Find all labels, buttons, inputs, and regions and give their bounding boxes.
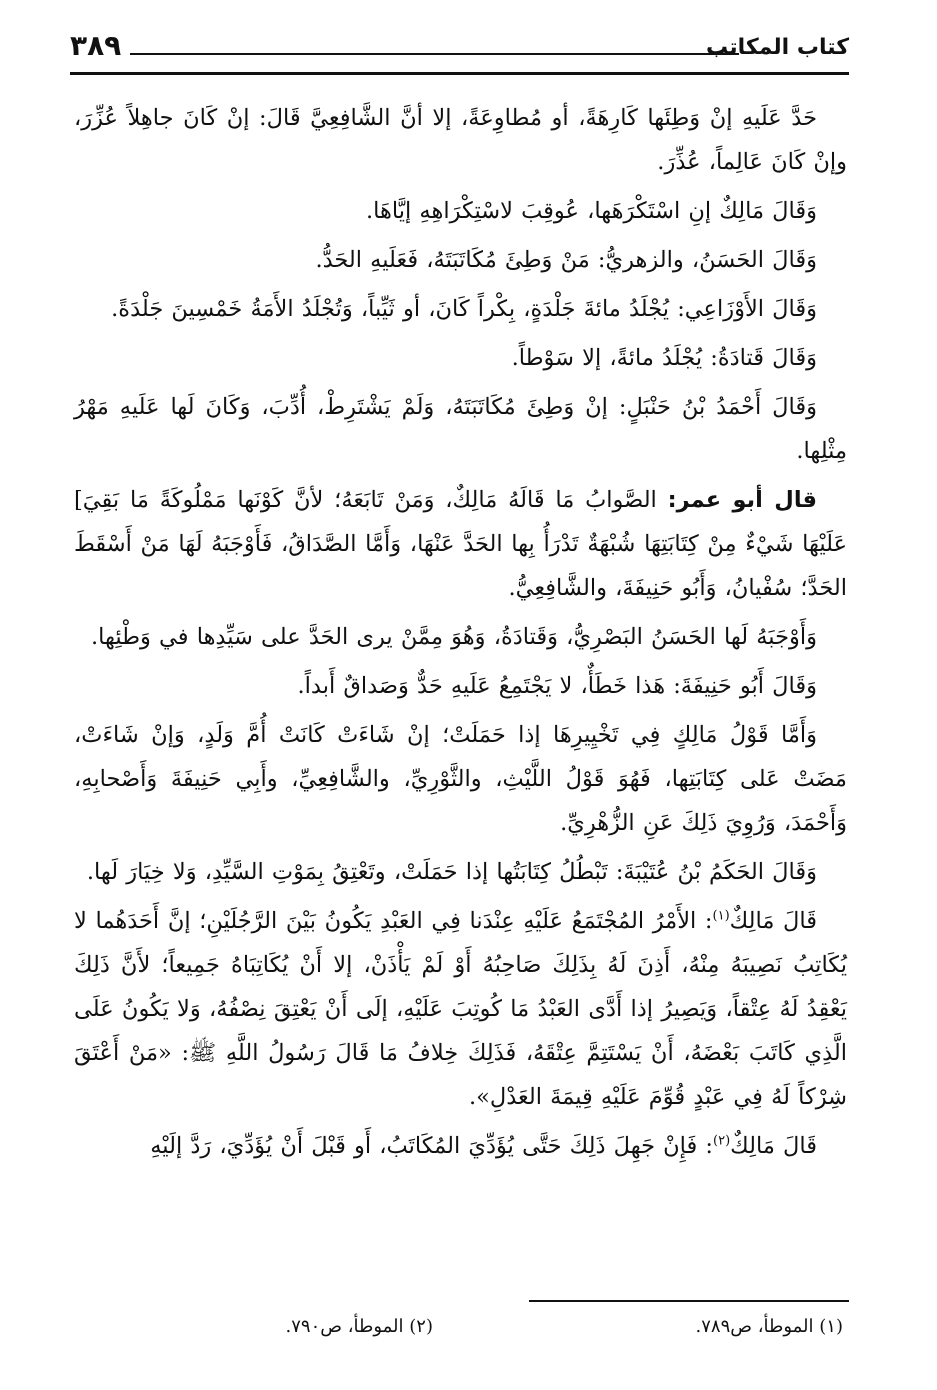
header-rule — [130, 53, 739, 55]
footnote-marker: (٢) — [713, 1133, 731, 1149]
paragraph — [74, 478, 847, 610]
running-title: كتاب المكاتب — [706, 35, 849, 60]
page-header — [70, 28, 849, 75]
paragraph-text: وَقَالَ قَتادَةُ: يُجْلَدُ مائةً، إلا سَوْطاً. — [511, 345, 817, 371]
paragraph-lead: قال أبو عمر: — [667, 487, 817, 513]
paragraph — [74, 1124, 847, 1168]
paragraph-text: : فَإِنْ جَهِلَ ذَلِكَ حَتَّى يُؤَدِّيَ المُكَاتَبُ، أَو قَبْلَ أَنْ يُؤَدِّيَ، رَدَّ إلَيْهِ — [150, 1133, 714, 1159]
paragraph-text: وَقَالَ مَالِكٌ إنِ اسْتَكْرَهَها، عُوقِبَ لاسْتِكْرَاهِهِ إيَّاهَا. — [366, 198, 817, 224]
paragraph — [74, 664, 847, 708]
paragraph-lead: قَالَ مَالِكٌ — [729, 908, 818, 934]
paragraph-text: وَقَالَ الحَكَمُ بْنُ عُتَيْبَةَ: تَبْطُلُ كِتَابَتُها إذا حَمَلَتْ، وتَعْتِقُ بِمَوْتِ السَّيِّدِ، وَلا خِيَارَ لَها. — [86, 859, 817, 885]
paragraph-text: : الأَمْرُ المُجْتَمَعُ عَلَيْهِ عِنْدَنا فِي العَبْدِ يَكُونُ بَيْنَ الرَّجُلَيْنِ؛ إنَّ أَحَدَهُما لا يُكَاتِبُ نَصِيبَهُ مِنْهُ، أَذِنَ لَهُ بِذَلِكَ صَاحِبُهُ أَوْ لَمْ يَأْذَنْ، إلا أَنْ يُكَاتِبَاهُ جَمِيعاً؛ لأَنَّ ذَلِكَ يَعْقِدُ لَهُ عِتْقاً، وَيَصِيرُ إذا أَدَّى العَبْدُ مَا كُوتِبَ عَلَيْهِ، إلَى أَنْ يَعْتِقَ نِصْفُهُ، وَلا يَكُونُ عَلَى الَّذِي كَاتَبَ بَعْضَهُ، أَنْ يَسْتَتِمَّ عِتْقَهُ، فَذَلِكَ خِلافُ مَا قَالَ رَسُولُ اللَّهِ ﷺ: «مَنْ أَعْتَقَ شِرْكاً لَهُ فِي عَبْدٍ قُوِّمَ عَلَيْهِ قِيمَةَ العَدْلِ». — [74, 908, 847, 1110]
footnotes — [74, 1312, 843, 1342]
footnote: (١) الموطأ، ص٧٨٩. — [695, 1316, 843, 1337]
paragraph — [74, 615, 847, 659]
paragraph — [74, 189, 847, 233]
paragraph-text: وَقَالَ الأَوْزَاعِي: يُجْلَدُ مائةَ جَلْدَةٍ، بِكْراً كَانَ، أو ثَيِّباً، وَتُجْلَدُ الأَمَةُ خَمْسِينَ جَلْدَةً. — [111, 296, 817, 322]
paragraph — [74, 336, 847, 380]
paragraph-text: وَقَالَ الحَسَنُ، والزهريُّ: مَنْ وَطِئَ مُكَاتَبَتَهُ، فَعَلَيهِ الحَدُّ. — [315, 247, 817, 273]
paragraph — [74, 385, 847, 473]
paragraph — [74, 238, 847, 282]
paragraph-text: وَأَوْجَبَهُ لَها الحَسَنُ البَصْرِيُّ، وَقَتادَةُ، وَهُوَ مِمَّنْ يرى الحَدَّ على سَيِّدِها في وَطْئِها. — [90, 624, 817, 650]
paragraph-text: حَدَّ عَلَيهِ إنْ وَطِئَها كَارِهَةً، أو مُطاوِعَةً، إلا أنَّ الشَّافِعِيَّ قَالَ: إنْ كَانَ جاهِلاً عُزِّرَ، وإنْ كَانَ عَالِماً، عُذِّرَ. — [74, 105, 847, 175]
paragraph-text: وَقَالَ أَبُو حَنِيفَةَ: هَذا خَطَأٌ، لا يَجْتَمِعُ عَلَيهِ حَدٌّ وَصَداقٌ أَبداً. — [297, 673, 817, 699]
paragraph-text: وَقَالَ أَحْمَدُ بْنُ حَنْبَلٍ: إنْ وَطِئَ مُكَاتَبَتَهُ، وَلَمْ يَشْتَرِطْ، أُدِّبَ، وَكَانَ لَها عَلَيهِ مَهْرُ مِثْلِها. — [74, 394, 847, 464]
paragraph — [74, 96, 847, 184]
main-text — [74, 96, 847, 1173]
paragraph-text: وَأَمَّا قَوْلُ مَالِكٍ فِي تَخْيِيرِهَا إذا حَمَلَتْ؛ إنْ شَاءَتْ كَانَتْ أُمَّ وَلَدٍ، وَإنْ شَاءَتْ، مَضَتْ عَلى كِتَابَتِها، فَهُوَ قَوْلُ اللَّيْثِ، والثَّوْرِيِّ، والشَّافِعِيِّ، وأَبِي حَنِيفَةَ وَأَصْحابِهِ، وَأَحْمَدَ، وَرُوِيَ ذَلِكَ عَنِ الزُّهْرِيِّ. — [74, 722, 847, 836]
page-number: ٣٨٩ — [70, 29, 122, 62]
paragraph — [74, 713, 847, 845]
footnote: (٢) الموطأ، ص٧٩٠. — [285, 1316, 433, 1337]
footnote-rule — [529, 1300, 849, 1302]
paragraph-text: الصَّوابُ مَا قَالَهُ مَالِكٌ، وَمَنْ تَابَعَهُ؛ لأنَّ كَوْنَها مَمْلُوكَةً مَا بَقِيَ] عَلَيْهَا شَيْءٌ مِنْ كِتَابَتِهَا شُبْهَةٌ تَدْرَأُ بِها الحَدَّ عَنْهَا، وَأَمَّا الصَّدَاقُ، فَأَوْجَبَهُ لَهَا مَنْ أَسْقَطَ الحَدَّ؛ سُفْيانُ، وَأَبُو حَنِيفَةَ، والشَّافِعِيُّ. — [74, 487, 847, 601]
paragraph — [74, 850, 847, 894]
paragraph-lead: قَالَ مَالِكٌ — [730, 1133, 817, 1159]
footnote-marker: (١) — [712, 908, 730, 924]
paragraph — [74, 899, 847, 1119]
paragraph — [74, 287, 847, 331]
